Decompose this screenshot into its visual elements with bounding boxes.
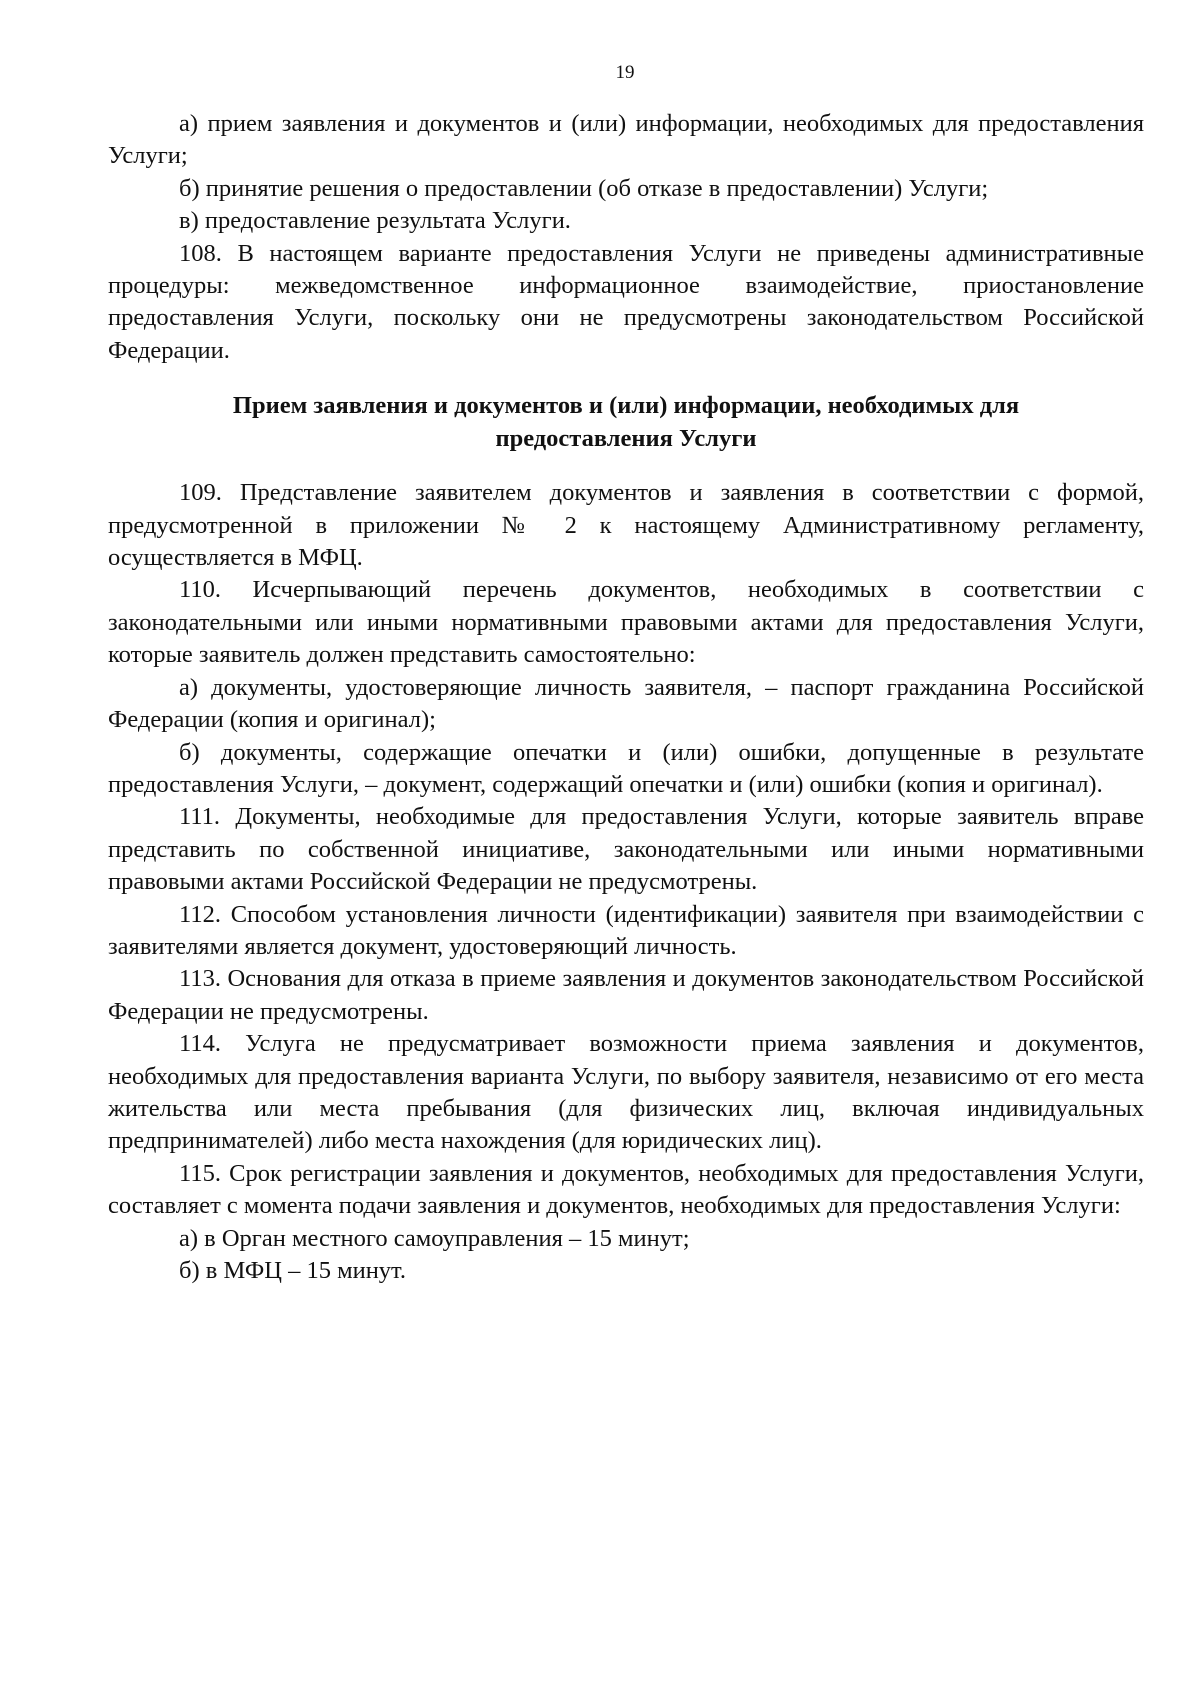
paragraph-v-result: в) предоставление результата Услуги. bbox=[179, 207, 571, 235]
paragraph-110-b: б) документы, содержащие опечатки и (или) ошибки, допущенные в результате предоставления Услуги, – документ, содержащий опечатки и (или) ошибки (копия и оригинал). bbox=[108, 738, 1144, 798]
section-heading bbox=[108, 389, 1144, 455]
paragraph-114: 114. Услуга не предусматривает возможности приема заявления и документов, необходимых для предоставления варианта Услуги, по выбору заявителя, независимо от его места жительства или места пребывания (для физических лиц, включая индивидуальных предпринимателей) либо места нахождения (для юридических лиц). bbox=[108, 1030, 1144, 1155]
paragraph-108: 108. В настоящем варианте предоставления Услуги не приведены административные процедуры: межведомственное информационное взаимодействие, приостановление предоставления Услуги, поскольку они не предусмотрены законодательством Российской Федерации. bbox=[108, 239, 1144, 364]
paragraph-115-b: б) в МФЦ – 15 минут. bbox=[179, 1257, 407, 1284]
paragraph-109: 109. Представление заявителем документов и заявления в соответствии с формой, предусмотренной в приложении № 2 к настоящему Административному регламенту, осуществляется в МФЦ. bbox=[108, 479, 1144, 572]
section-heading-line-2: предоставления Услуги bbox=[495, 425, 757, 453]
section-heading-line-1: Прием заявления и документов и (или) информации, необходимых для bbox=[232, 392, 1020, 420]
paragraph-110-a: а) документы, удостоверяющие личность заявителя, – паспорт гражданина Российской Федерации (копия и оригинал); bbox=[108, 673, 1144, 734]
paragraph-112: 112. Способом установления личности (идентификации) заявителя при взаимодействии с заявителями является документ, удостоверяющий личность. bbox=[108, 900, 1144, 960]
paragraph-110: 110. Исчерпывающий перечень документов, необходимых в соответствии с законодательными или иными нормативными правовыми актами для предоставления Услуги, которые заявитель должен представить самостоятельно: bbox=[108, 576, 1144, 669]
paragraph-111: 111. Документы, необходимые для предоставления Услуги, которые заявитель вправе представить по собственной инициативе, законодательными или иными нормативными правовыми актами Российской Федерации не предусмотрены. bbox=[108, 803, 1144, 896]
document-body bbox=[108, 108, 1144, 1287]
paragraph-a-intake: а) прием заявления и документов и (или) информации, необходимых для предоставления Услуги; bbox=[108, 110, 1144, 170]
page-number: 19 bbox=[615, 62, 635, 83]
paragraph-115-a: а) в Орган местного самоуправления – 15 минут; bbox=[179, 1224, 690, 1252]
paragraph-115: 115. Срок регистрации заявления и документов, необходимых для предоставления Услуги, составляет с момента подачи заявления и документов, необходимых для предоставления Услуги: bbox=[108, 1159, 1144, 1220]
paragraph-113: 113. Основания для отказа в приеме заявления и документов законодательством Российской Федерации не предусмотрены. bbox=[108, 965, 1144, 1025]
paragraph-b-decision: б) принятие решения о предоставлении (об отказе в предоставлении) Услуги; bbox=[179, 174, 989, 202]
